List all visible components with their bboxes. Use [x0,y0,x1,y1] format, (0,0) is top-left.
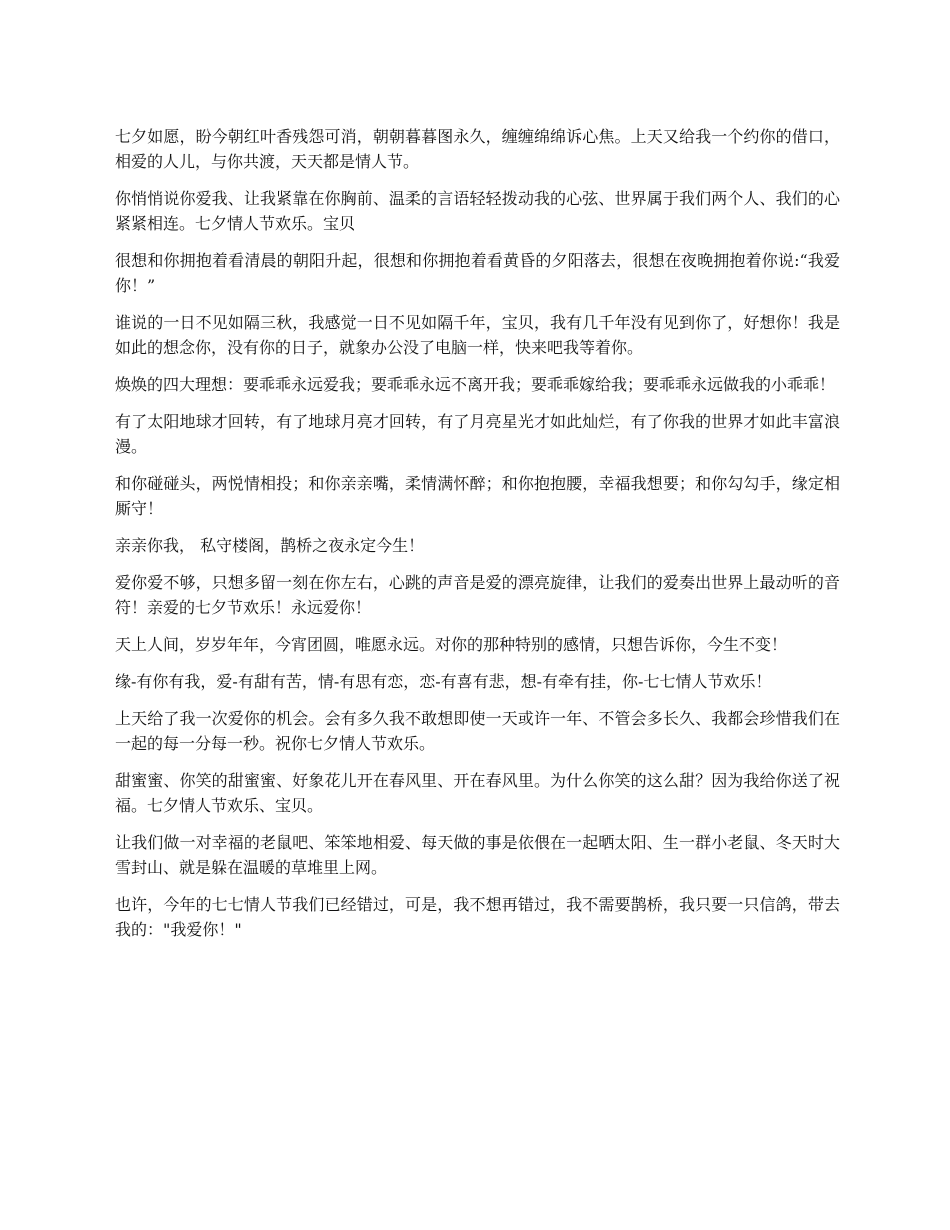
paragraph-11: 缘-有你有我，爱-有甜有苦，情-有思有恋，恋-有喜有悲，想-有牵有挂，你-七七情人节欢乐！ [115,672,772,691]
paragraph-5: 焕焕的四大理想：要乖乖永远爱我；要乖乖永远不离开我；要乖乖嫁给我；要乖乖永远做我的小乖乖！ [115,375,836,394]
paragraph-6: 有了太阳地球才回转，有了地球月亮才回转，有了月亮星光才如此灿烂，有了你我的世界才如此丰富浪漫。 [115,412,840,456]
paragraph-15: 也许，今年的七七情人节我们已经错过，可是，我不想再错过，我不需要鹊桥，我只要一只信鸽，带去我的："我爱你！" [115,895,840,939]
paragraph-12: 上天给了我一次爱你的机会。会有多久我不敢想即使一天或许一年、不管会多长久、我都会珍惜我们在一起的每一分每一秒。祝你七夕情人节欢乐。 [115,709,840,753]
paragraph-8: 亲亲你我， 私守楼阁，鹊桥之夜永定今生！ [115,536,425,555]
paragraph-4: 谁说的一日不见如隔三秋，我感觉一日不见如隔千年，宝贝，我有几千年没有见到你了，好想你！我是如此的想念你，没有你的日子，就象办公没了电脑一样，快来吧我等着你。 [115,313,840,357]
paragraph-3: 很想和你拥抱着看清晨的朝阳升起，很想和你拥抱着看黄昏的夕阳落去，很想在夜晚拥抱着你说:“我爱你！” [115,251,840,295]
paragraph-7: 和你碰碰头，两悦情相投；和你亲亲嘴，柔情满怀醉；和你抱抱腰，幸福我想要；和你勾勾手，缘定相厮守！ [115,474,840,518]
paragraph-2: 你悄悄说你爱我、让我紧靠在你胸前、温柔的言语轻轻拨动我的心弦、世界属于我们两个人、我们的心紧紧相连。七夕情人节欢乐。宝贝 [115,189,840,233]
paragraph-10: 天上人间，岁岁年年，今宵团圆，唯愿永远。对你的那种特别的感情，只想告诉你，今生不变！ [115,635,788,654]
paragraph-9: 爱你爱不够，只想多留一刻在你左右，心跳的声音是爱的漂亮旋律，让我们的爱奏出世界上最动听的音符！亲爱的七夕节欢乐！永远爱你！ [115,573,840,617]
paragraph-14: 让我们做一对幸福的老鼠吧、笨笨地相爱、每天做的事是依偎在一起晒太阳、生一群小老鼠、冬天时大雪封山、就是躲在温暖的草堆里上网。 [115,833,840,877]
paragraph-1: 七夕如愿，盼今朝红叶香残怨可消，朝朝暮暮图永久，缠缠绵绵诉心焦。上天又给我一个约你的借口，相爱的人儿，与你共渡，天天都是情人节。 [115,127,840,171]
document-body [115,124,840,954]
paragraph-13: 甜蜜蜜、你笑的甜蜜蜜、好象花儿开在春风里、开在春风里。为什么你笑的这么甜？因为我给你送了祝福。七夕情人节欢乐、宝贝。 [115,771,840,815]
